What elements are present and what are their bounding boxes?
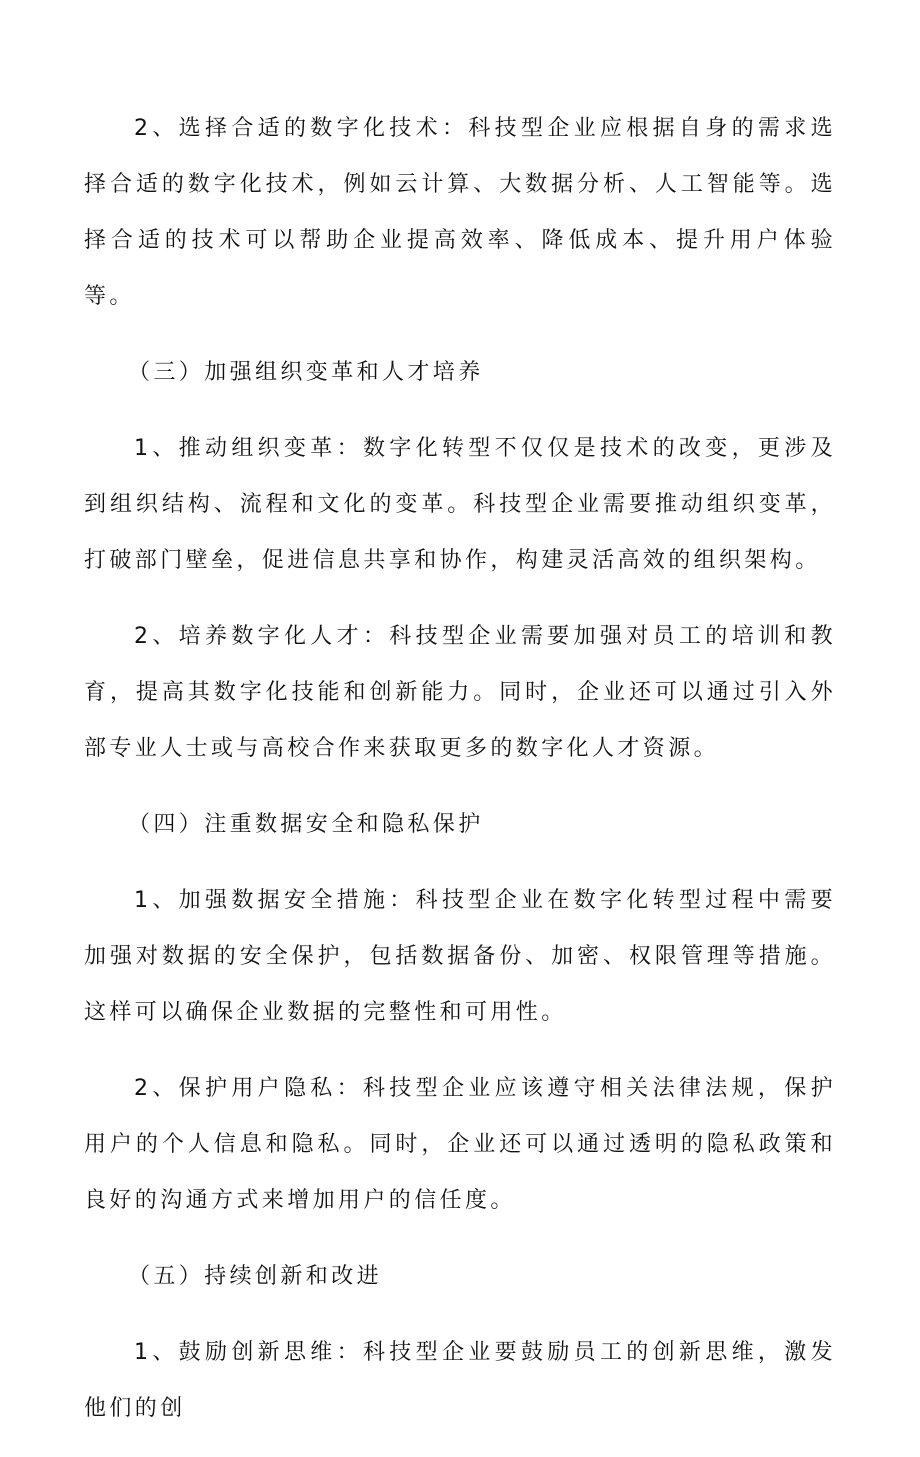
section-heading-data-security: （四）注重数据安全和隐私保护 [128,812,484,837]
paragraph-select-technology: 2、选择合适的数字化技术：科技型企业应根据自身的需求选择合适的数字化技术，例如云计算、大数据分析、人工智能等。选择合适的技术可以帮助企业提高效率、降低成本、提升用户体验等。 [84,116,836,309]
paragraph-data-security-measures: 1、加强数据安全措施：科技型企业在数字化转型过程中需要加强对数据的安全保护，包括数据备份、加密、权限管理等措施。这样可以确保企业数据的完整性和可用性。 [84,888,836,1025]
paragraph-innovative-thinking: 1、鼓励创新思维：科技型企业要鼓励员工的创新思维，激发他们的创 [84,1340,836,1421]
document-body [84,101,836,1457]
paragraph-digital-talent: 2、培养数字化人才：科技型企业需要加强对员工的培训和教育，提高其数字化技能和创新能力。同时，企业还可以通过引入外部专业人士或与高校合作来获取更多的数字化人才资源。 [84,624,836,761]
section-heading-organization-talent: （三）加强组织变革和人才培养 [128,360,484,385]
paragraph-user-privacy: 2、保护用户隐私：科技型企业应该遵守相关法律法规，保护用户的个人信息和隐私。同时，企业还可以通过透明的隐私政策和良好的沟通方式来增加用户的信任度。 [84,1076,836,1213]
section-heading-continuous-innovation: （五）持续创新和改进 [128,1264,383,1289]
paragraph-organization-change: 1、推动组织变革：数字化转型不仅仅是技术的改变，更涉及到组织结构、流程和文化的变革。科技型企业需要推动组织变革，打破部门壁垒，促进信息共享和协作，构建灵活高效的组织架构。 [84,436,836,573]
